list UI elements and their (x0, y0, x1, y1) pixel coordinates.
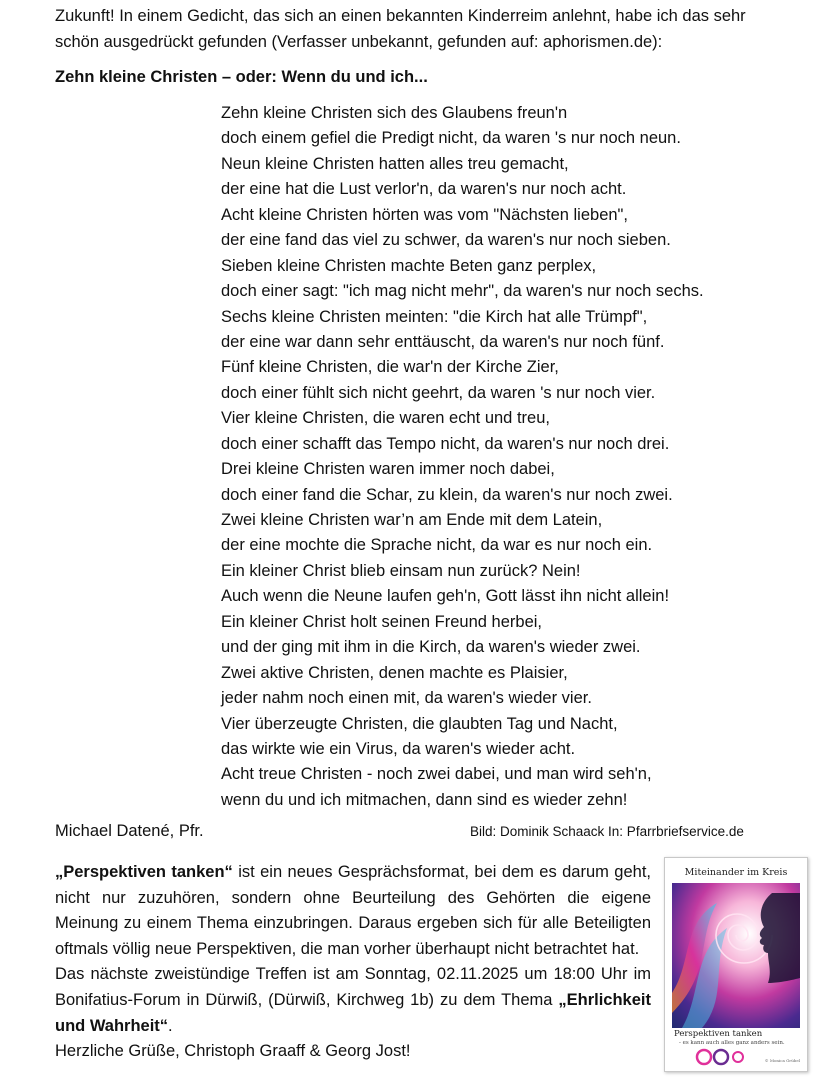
format-description: ist ein neues Gesprächsformat, bei dem es darum geht, nicht nur zuzuhören, sondern ohne Beurteilung des Gehörten die eigene Meinung zu einem Thema einzubringen. Daraus ergeben sich für alle Beteiligten oftmals völlig neue Perspektiven, die man vorher überhaupt nicht betrachtet hat. (55, 863, 651, 958)
poem-line: jeder nahm noch einen mit, da waren's wieder vier. (221, 689, 592, 708)
book-cover-image (664, 857, 808, 1072)
format-name: „Perspektiven tanken“ (55, 863, 233, 881)
poem-line: Sechs kleine Christen meinten: "die Kirch hat alle Trümpf", (221, 307, 648, 326)
circles-logo (691, 1048, 751, 1066)
meeting-details: Das nächste zweistündige Treffen ist am Sonntag, 02.11.2025 um 18:00 Uhr im Bonifatius-Forum in Dürwiß, (Dürwiß, Kirchweg 1b) zu dem Thema (55, 965, 651, 1009)
poem (221, 101, 704, 813)
poem-line: Zwei aktive Christen, denen machte es Plaisier, (221, 663, 568, 682)
poem-line: der eine mochte die Sprache nicht, da war es nur noch ein. (221, 536, 653, 555)
signature: Michael Datené, Pfr. (55, 822, 204, 840)
poem-line: Acht kleine Christen hörten was vom "Nächsten lieben", (221, 205, 628, 224)
cover-tagline: - es kann auch alles ganz anders sein. (679, 1040, 785, 1046)
intro-paragraph: Zukunft! In einem Gedicht, das sich an einen bekannten Kinderreim anlehnt, habe ich das sehr schön ausgedrückt gefunden (Verfasser unbekannt, gefunden auf: aphorismen.de): (55, 7, 746, 51)
poem-line: Neun kleine Christen hatten alles treu gemacht, (221, 154, 569, 173)
poem-line: Acht treue Christen - noch zwei dabei, und man wird seh'n, (221, 765, 652, 784)
poem-line: doch einer sagt: "ich mag nicht mehr", da waren's nur noch sechs. (221, 282, 704, 301)
meeting-end: . (168, 1016, 173, 1035)
greeting: Herzliche Grüße, Christoph Graaff & Georg Jost! (55, 1042, 411, 1061)
poem-line: Ein kleiner Christ holt seinen Freund herbei, (221, 612, 543, 631)
poem-line: doch einer schafft das Tempo nicht, da waren's nur noch drei. (221, 434, 670, 453)
poem-line: der eine war dann sehr enttäuscht, da waren's nur noch fünf. (221, 332, 665, 351)
poem-line: Vier überzeugte Christen, die glaubten Tag und Nacht, (221, 714, 618, 733)
cover-subtitle: Perspektiven tanken (674, 1029, 763, 1039)
info-section (55, 860, 651, 1065)
poem-line: doch einer fand die Schar, zu klein, da waren's nur noch zwei. (221, 485, 673, 504)
poem-line: der eine hat die Lust verlor'n, da waren's nur noch acht. (221, 180, 627, 199)
poem-title: Zehn kleine Christen – oder: Wenn du und ich... (55, 68, 428, 86)
poem-line: Ein kleiner Christ blieb einsam nun zurück? Nein! (221, 561, 581, 580)
poem-line: Zwei kleine Christen war’n am Ende mit dem Latein, (221, 511, 603, 529)
poem-line: Zehn kleine Christen sich des Glaubens freun'n (221, 104, 568, 122)
poem-line: doch einem gefiel die Predigt nicht, da waren 's nur noch neun. (221, 129, 681, 148)
spiral-head-illustration (672, 883, 800, 1028)
info-paragraph-meeting (55, 962, 651, 1039)
cover-title: Miteinander im Kreis (684, 867, 788, 878)
poem-line: Vier kleine Christen, die waren echt und treu, (221, 409, 550, 428)
poem-line: wenn du und ich mitmachen, dann sind es wieder zehn! (221, 790, 628, 809)
poem-line: Drei kleine Christen waren immer noch dabei, (221, 460, 555, 479)
meeting-topic: „Ehrlichkeit und Wahrheit“ (55, 990, 651, 1035)
poem-line: Fünf kleine Christen, die war'n der Kirche Zier, (221, 358, 559, 377)
poem-line: der eine fand das viel zu schwer, da waren's nur noch sieben. (221, 231, 671, 250)
image-credit: Bild: Dominik Schaack In: Pfarrbriefservice.de (470, 824, 744, 839)
info-paragraph-format (55, 860, 651, 962)
poem-line: das wirkte wie ein Virus, da waren's wieder acht. (221, 739, 576, 758)
poem-line: Auch wenn die Neune laufen geh'n, Gott lässt ihn nicht allein! (221, 587, 670, 606)
poem-line: Sieben kleine Christen machte Beten ganz perplex, (221, 256, 597, 275)
poem-line: doch einer fühlt sich nicht geehrt, da waren 's nur noch vier. (221, 383, 656, 402)
cover-copyright: © Monica Grübel (764, 1058, 800, 1063)
poem-line: und der ging mit ihm in die Kirch, da waren's wieder zwei. (221, 638, 641, 657)
